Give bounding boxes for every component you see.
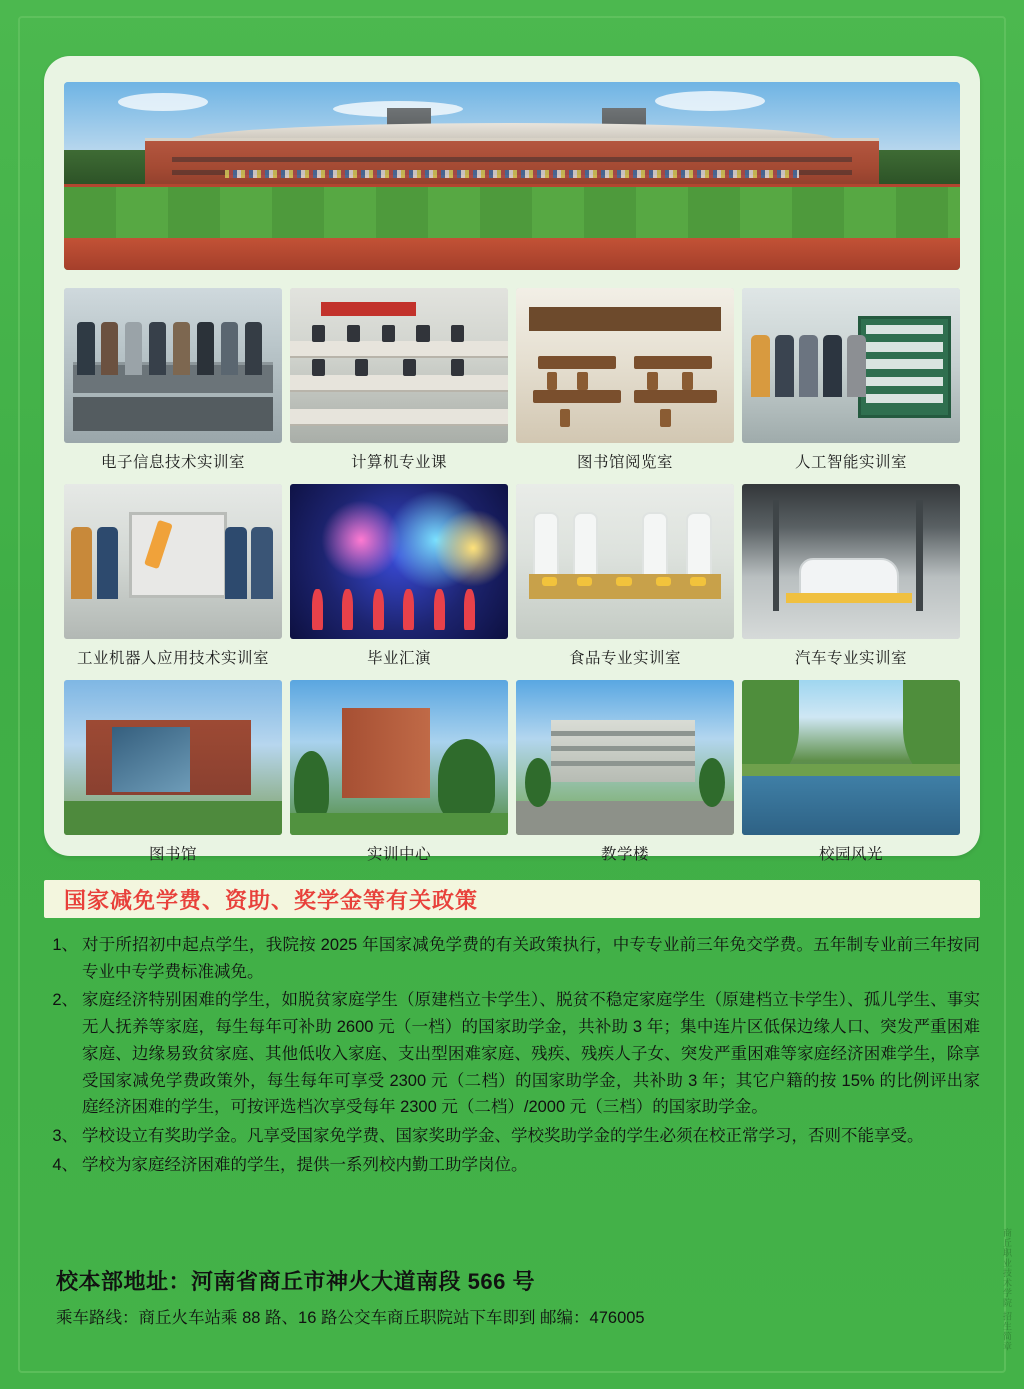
photo-caption: 电子信息技术实训室 xyxy=(100,454,245,471)
photo-cell xyxy=(64,484,282,668)
policy-item xyxy=(44,987,980,1121)
photo-cell xyxy=(290,288,508,472)
photo-cell xyxy=(290,484,508,668)
transit-info: 乘车路线：商丘火车站乘 88 路、16 路公交车商丘职院站下车即到 邮编：476005 xyxy=(56,1309,645,1327)
side-note: 商丘职业技术学院 招生简章 xyxy=(1002,1228,1012,1352)
photo-caption: 工业机器人应用技术实训室 xyxy=(76,650,269,667)
policy-item xyxy=(44,932,980,985)
policy-item-text: 对于所招初中起点学生，我院按 2025 年国家减免学费的有关政策执行，中专专业前三年免交学费。五年制专业前三年按同专业中专学费标准减免。 xyxy=(82,936,980,981)
photo-caption: 教学楼 xyxy=(600,846,649,863)
photo-cell xyxy=(742,288,960,472)
policy-item-number: 1、 xyxy=(52,936,78,954)
photo-caption: 毕业汇演 xyxy=(366,650,431,667)
address-line xyxy=(56,1265,976,1296)
policy-item-text: 学校设立有奖助学金。凡享受国家免学费、国家奖助学金、学校奖助学金的学生必须在校正常学习，否则不能享受。 xyxy=(82,1127,924,1146)
photo-cell xyxy=(516,288,734,472)
photo-electronics-lab xyxy=(64,288,282,443)
photo-cell xyxy=(290,680,508,864)
photo-library-building xyxy=(64,680,282,835)
photo-cell xyxy=(64,288,282,472)
photo-caption: 计算机专业课 xyxy=(350,454,447,471)
photo-cell xyxy=(742,680,960,864)
photo-caption: 图书馆阅览室 xyxy=(576,454,673,471)
photo-industrial-robot-lab xyxy=(64,484,282,639)
policy-item-number: 3、 xyxy=(52,1127,78,1146)
policy-item xyxy=(44,1152,980,1179)
photo-row xyxy=(64,680,960,864)
address-label: 校本部地址： xyxy=(56,1269,192,1294)
hero-photo-campus-stadium xyxy=(64,82,960,270)
photo-caption: 校园风光 xyxy=(818,846,883,863)
policy-item-text: 家庭经济特别困难的学生，如脱贫家庭学生（原建档立卡学生）、脱贫不稳定家庭学生（原建档立卡学生）、孤儿学生、事实无人抚养等家庭，每生每年可补助 2600 元（一档）的国家助学金，共补助 3 年；集中连片区低保边缘人口、突发严重困难家庭、边缘易致贫家庭、其他低收入家庭、支出型困难家庭、残疾、残疾人子女、突发严重困难等家庭经济困难学生，除享受国家减免学费政策外，每生每年可享受 2300 元（二档）的国家助学金，共补助 3 年；其它户籍的按 15% 的比例评出家庭经济困难的学生，可按评选档次享受每年 2300 元（二档）/2000 元（三档）的国家助学金。 xyxy=(82,991,980,1117)
gallery-card xyxy=(44,56,980,863)
photo-training-center xyxy=(290,680,508,835)
photo-cell xyxy=(516,484,734,668)
photo-caption: 汽车专业实训室 xyxy=(794,650,907,667)
photo-caption: 人工智能实训室 xyxy=(794,454,907,471)
policy-title: 国家减免学费、资助、奖学金等有关政策 xyxy=(64,887,479,913)
policy-item xyxy=(44,1123,980,1150)
photo-row xyxy=(64,484,960,668)
photo-caption: 图书馆 xyxy=(148,846,197,863)
photo-food-lab xyxy=(516,484,734,639)
photo-row xyxy=(64,288,960,472)
photo-caption: 实训中心 xyxy=(366,846,431,863)
photo-cell xyxy=(516,680,734,864)
address-block xyxy=(56,1265,976,1328)
photo-library-reading-room xyxy=(516,288,734,443)
photo-computer-class xyxy=(290,288,508,443)
address-value: 河南省商丘市神火大道南段 566 号 xyxy=(191,1269,535,1294)
policy-item-number: 2、 xyxy=(52,991,78,1010)
photo-graduation-performance xyxy=(290,484,508,639)
policy-section xyxy=(44,880,980,1180)
photo-caption: 食品专业实训室 xyxy=(568,650,681,667)
photo-campus-scenery xyxy=(742,680,960,835)
photo-teaching-building xyxy=(516,680,734,835)
photo-cell xyxy=(742,484,960,668)
policy-body xyxy=(44,932,980,1178)
photo-automotive-lab xyxy=(742,484,960,639)
photo-ai-lab xyxy=(742,288,960,443)
photo-grid xyxy=(64,288,960,876)
policy-title-bar xyxy=(44,880,980,918)
policy-item-number: 4、 xyxy=(52,1155,78,1174)
photo-cell xyxy=(64,680,282,864)
policy-item-text: 学校为家庭经济困难的学生，提供一系列校内勤工助学岗位。 xyxy=(82,1155,528,1174)
